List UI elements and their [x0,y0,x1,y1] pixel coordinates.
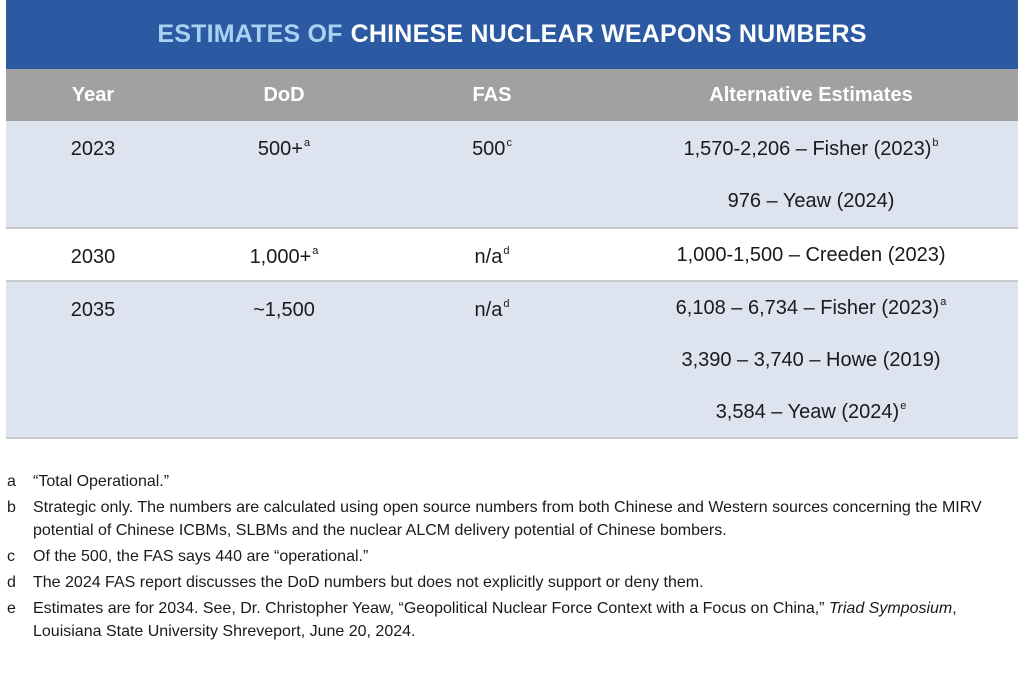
alt-text: 6,108 – 6,734 – Fisher (2023) [675,297,940,319]
dod-value: ~1,500 [253,299,315,321]
cell-year: 2023 [70,138,116,160]
footnote-item [6,597,996,643]
alt-estimate [596,401,1024,424]
alt-estimate [596,138,1024,161]
footnote-ref: c [506,137,512,149]
fas-value: 500 [472,138,506,160]
footnote-item [6,470,996,493]
footnote-letter: b [7,499,16,516]
alt-text: 3,390 – 3,740 – Howe (2019) [681,349,941,371]
footnotes [6,470,996,646]
footnote-item [6,496,996,542]
alt-text: 1,570-2,206 – Fisher (2023) [683,138,932,160]
footnote-ref: b [932,137,939,149]
title-part-1: ESTIMATES OF [157,20,343,48]
footnote-ref: a [940,296,947,308]
footnote-item [6,571,996,594]
footnote-text: Of the 500, the FAS says 440 are “operational.” [33,548,369,565]
footnote-ref: a [303,137,311,149]
cell-fas [427,299,557,322]
footnote-text: “Total Operational.” [33,473,170,490]
footnote-item [6,545,996,568]
table-row-2023 [6,121,1018,227]
footnote-ref: e [900,400,907,412]
footnote-text-tail: , Louisiana State University Shreveport, June 20, 2024. [33,600,957,640]
alt-text: 976 – Yeaw (2024) [727,190,895,212]
table-title [6,0,1018,69]
cell-year: 2035 [70,299,116,321]
footnote-ref: a [312,245,319,257]
footnote-text: The 2024 FAS report discusses the DoD numbers but does not explicitly support or deny them. [33,574,704,591]
cell-dod [219,246,349,269]
footnote-text: Estimates are for 2034. See, Dr. Christopher Yeaw, “Geopolitical Nuclear Force Context with a Focus on China,” [33,600,825,617]
fas-value: n/a [474,299,503,321]
footnote-text: Strategic only. The numbers are calculated using open source numbers from both Chinese and Western sources concerning the MIRV potential of Chinese ICBMs, SLBMs and the nuclear ALCM delivery potential of Chinese bombers. [33,499,982,539]
header-fas: FAS [472,84,512,106]
cell-year: 2030 [70,246,116,268]
dod-value: 500+ [257,138,303,160]
footnote-letter: d [7,574,16,591]
alt-estimate [596,244,1024,267]
title-part-2: CHINESE NUCLEAR WEAPONS NUMBERS [350,20,867,48]
cell-fas [427,246,557,269]
cell-dod [219,138,349,161]
alt-estimate [596,190,1024,213]
alt-text: 1,000-1,500 – Creeden (2023) [676,244,946,266]
footnote-ref: d [503,298,510,310]
footnote-ref: d [503,245,510,257]
footnote-italic-title: Triad Symposium [828,600,953,617]
header-dod: DoD [263,84,305,106]
header-year: Year [71,84,115,106]
cell-fas [427,138,557,161]
fas-value: n/a [474,246,503,268]
footnote-letter: a [7,473,16,490]
table-header-row [6,69,1018,121]
cell-dod [219,299,349,322]
table-row-2035 [6,282,1018,437]
alt-text: 3,584 – Yeaw (2024) [715,401,900,423]
dod-value: 1,000+ [249,246,312,268]
row-divider [6,437,1018,439]
alt-estimate [596,297,1024,320]
alt-estimate [596,349,1024,372]
header-alternative-estimates: Alternative Estimates [709,84,913,106]
table-row-2030 [6,229,1018,280]
footnote-letter: e [7,600,16,617]
footnote-letter: c [7,548,15,565]
